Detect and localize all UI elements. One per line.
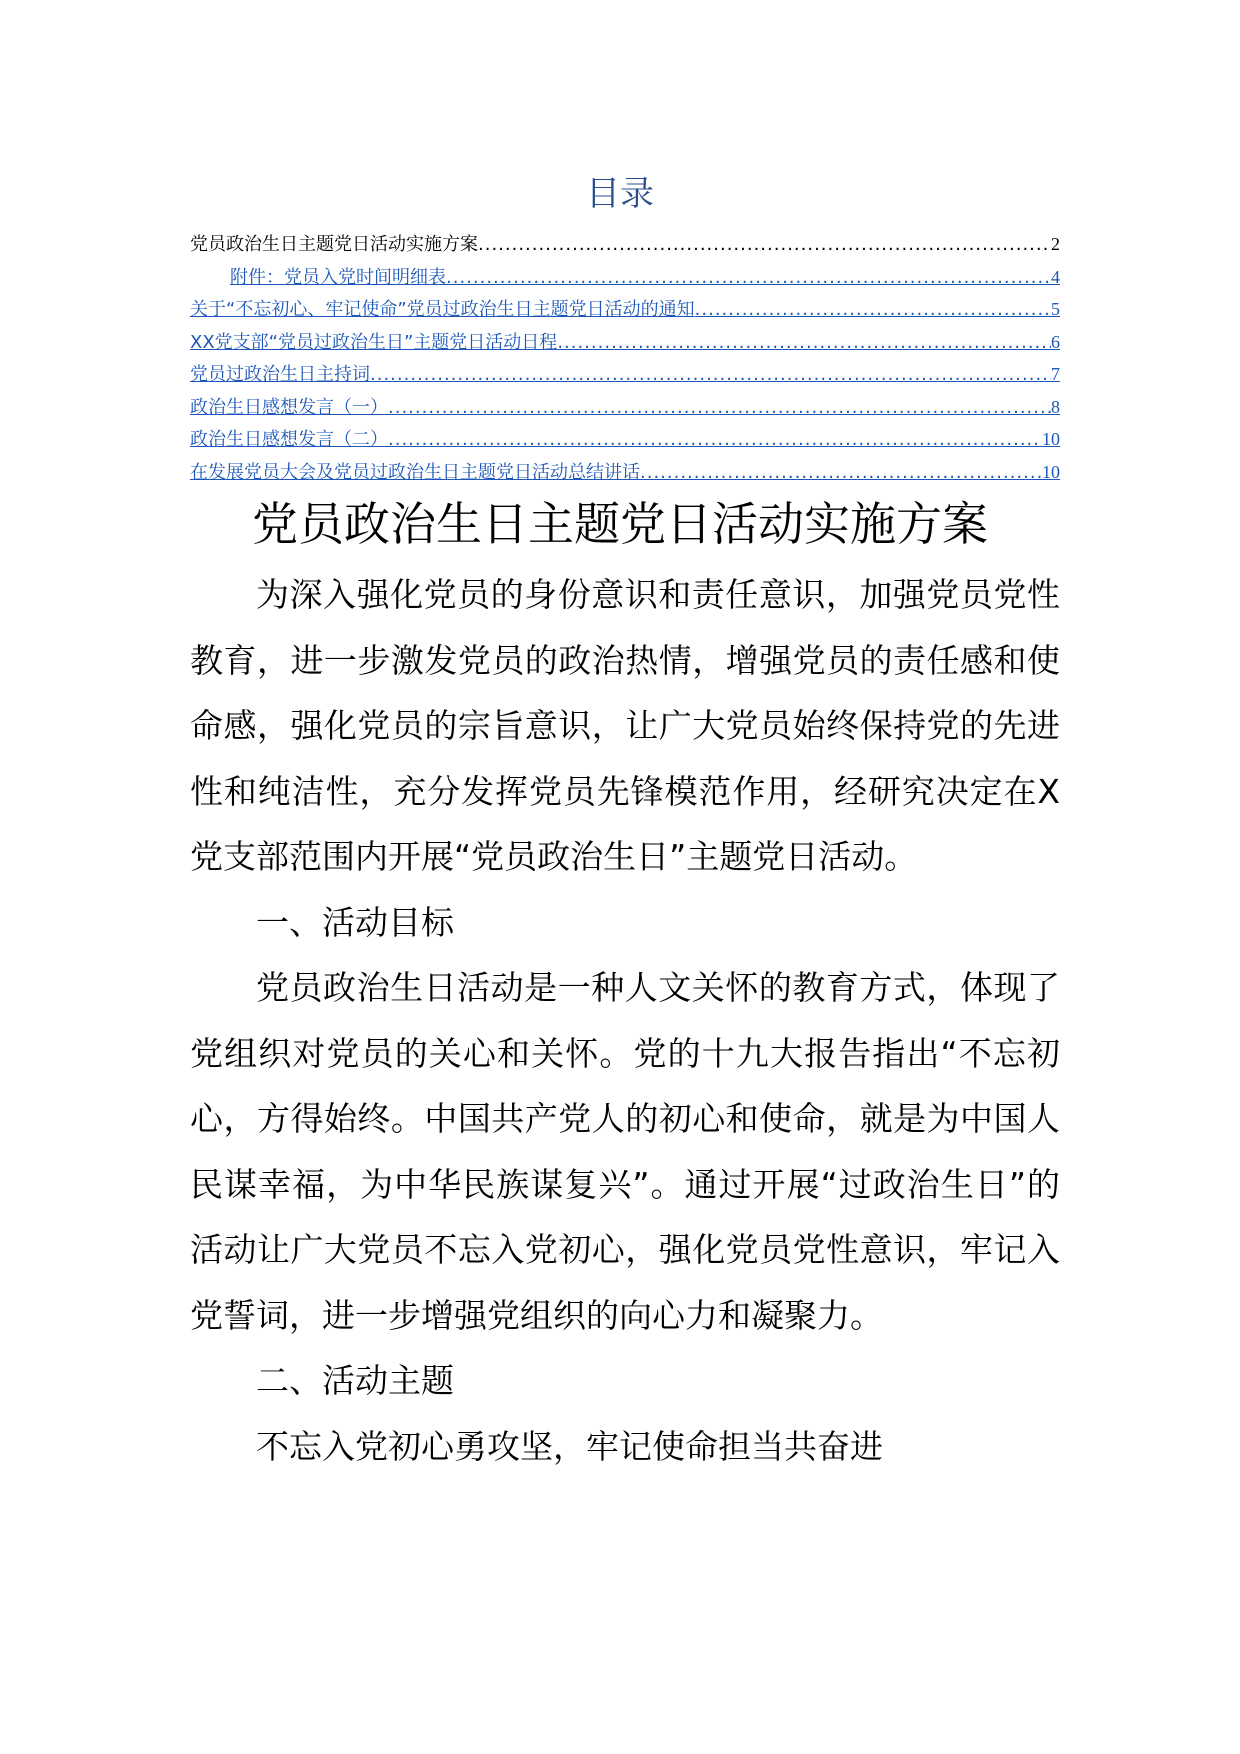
toc-page-number: 10 — [1042, 461, 1060, 482]
toc-entry-text: 附件：党员入党时间明细表 — [230, 266, 446, 288]
toc-leader-dots — [370, 359, 1051, 391]
toc-leader-dots — [388, 424, 1042, 456]
toc-page-number: 7 — [1051, 364, 1060, 384]
section-heading: 二、活动主题 — [256, 1361, 454, 1400]
toc-entry[interactable] — [190, 358, 1060, 391]
toc-entry-text: 党员政治生日主题党日活动实施方案 — [190, 234, 478, 255]
toc-leader-dots — [446, 262, 1051, 294]
toc-leader-dots — [695, 294, 1051, 326]
toc-entry[interactable] — [190, 293, 1060, 326]
toc-title: 目录 — [586, 174, 654, 214]
toc-entry-text: XX党支部“党员过政治生日”主题党日活动日程 — [190, 331, 558, 353]
toc-entry[interactable] — [190, 326, 1060, 359]
toc-entry[interactable] — [190, 391, 1060, 424]
toc-entry-text: 政治生日感想发言（二） — [190, 429, 388, 450]
section-paragraph: 党员政治生日活动是一种人文关怀的教育方式，体现了党组织对党员的关心和关怀。党的十九大报告指出“不忘初心，方得始终。中国共产党人的初心和使命，就是为中国人民谋幸福，为中华民族谋复兴”。通过开展“过政治生日”的活动让广大党员不忘入党初心，强化党员党性意识，牢记入党誓词，进一步增强党组织的向心力和凝聚力。 — [190, 968, 1060, 1335]
table-of-contents — [190, 228, 1060, 488]
toc-page-number: 2 — [1051, 234, 1060, 254]
toc-entry-text: 在发展党员大会及党员过政治生日主题党日活动总结讲话 — [190, 461, 640, 483]
document-body — [190, 562, 1060, 1479]
toc-page-number: 4 — [1051, 266, 1060, 287]
toc-entry[interactable] — [190, 423, 1060, 456]
toc-page-number: 6 — [1051, 331, 1060, 352]
toc-leader-dots — [640, 457, 1042, 489]
toc-leader-dots — [478, 229, 1051, 261]
document-title: 党员政治生日主题党日活动实施方案 — [252, 497, 988, 551]
toc-page-number: 10 — [1042, 429, 1060, 449]
toc-entry-text: 关于“不忘初心、牢记使命”党员过政治生日主题党日活动的通知 — [190, 299, 695, 320]
toc-leader-dots — [388, 392, 1051, 424]
toc-page-number: 8 — [1051, 396, 1060, 417]
toc-entry[interactable] — [190, 261, 1060, 294]
section-heading: 一、活动目标 — [256, 902, 454, 942]
section-paragraph: 不忘入党初心勇攻坚，牢记使命担当共奋进 — [256, 1426, 883, 1466]
toc-entry-text: 党员过政治生日主持词 — [190, 364, 370, 385]
toc-page-number: 5 — [1051, 299, 1060, 319]
toc-entry[interactable] — [190, 456, 1060, 489]
intro-paragraph: 为深入强化党员的身份意识和责任意识，加强党员党性教育，进一步激发党员的政治热情，增强党员的责任感和使命感，强化党员的宗旨意识，让广大党员始终保持党的先进性和纯洁性，充分发挥党员先锋模范作用，经研究决定在X党支部范围内开展“党员政治生日”主题党日活动。 — [190, 575, 1060, 876]
toc-entry-text: 政治生日感想发言（一） — [190, 396, 388, 418]
toc-entry[interactable] — [190, 228, 1060, 261]
toc-leader-dots — [557, 327, 1051, 359]
